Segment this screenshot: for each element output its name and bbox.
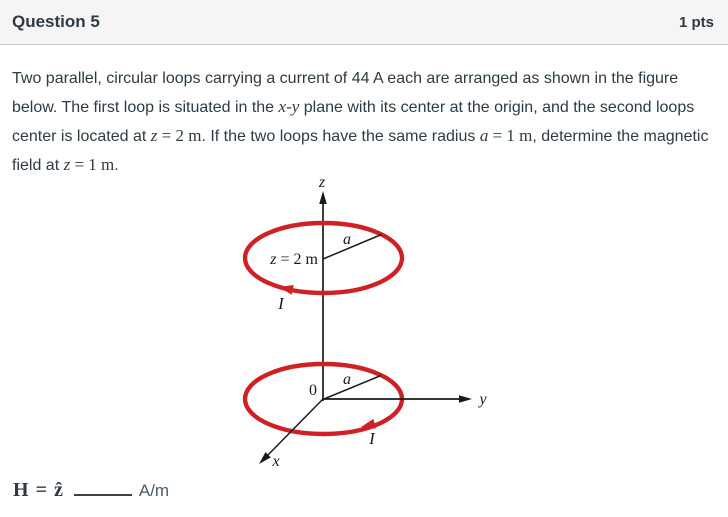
loops-figure [228,171,498,473]
question-text-segment: . If the two loops have the same radius [201,128,480,145]
x-axis-line [264,399,323,459]
question-text-segment: , determine the magnetic field at [12,128,709,174]
question-points: 1 pts [678,13,714,31]
bottom-radius-label: a [343,371,351,388]
math-xy: x-y [278,97,300,116]
bottom-radius-line [324,376,381,400]
z-axis-arrow-icon [319,191,327,204]
answer-unit-vector: ẑ [53,479,64,501]
math-a-var: a [479,126,489,145]
math-z2-var: z [63,155,71,174]
question-text-segment: . [114,157,119,174]
question-text-segment: Two parallel, circular loops carrying a current of 44 A each are arranged as shown in the figure below. The first loop is situated in the [12,70,679,116]
answer-lhs: H [13,479,30,501]
answer-row [13,479,169,502]
y-axis-label: y [479,391,487,408]
question-header [0,0,728,45]
bottom-current-label: I [369,429,375,448]
top-radius-line [323,235,382,260]
top-current-label: I [278,294,284,313]
answer-unit: A/m [138,481,170,500]
question-text-segment: plane with its center at the origin, and the second loops center is located at [12,99,695,145]
question-text [0,45,728,180]
question-title: Question 5 [12,12,100,31]
math-z2-value: = 1 m [70,155,115,174]
math-z-var: z [150,126,158,145]
answer-equals: = [35,479,48,501]
answer-blank [74,482,132,496]
math-z-value: = 2 m [157,126,202,145]
top-radius-label: a [343,231,351,248]
math-a-value: = 1 m [488,126,533,145]
origin-label: 0 [309,382,317,399]
x-axis-label: x [272,453,280,470]
z-axis-label: z [318,174,326,191]
top-loop-height-label: z = 2 m [270,251,318,268]
y-axis-arrow-icon [459,395,472,402]
answer-expression [13,479,64,502]
